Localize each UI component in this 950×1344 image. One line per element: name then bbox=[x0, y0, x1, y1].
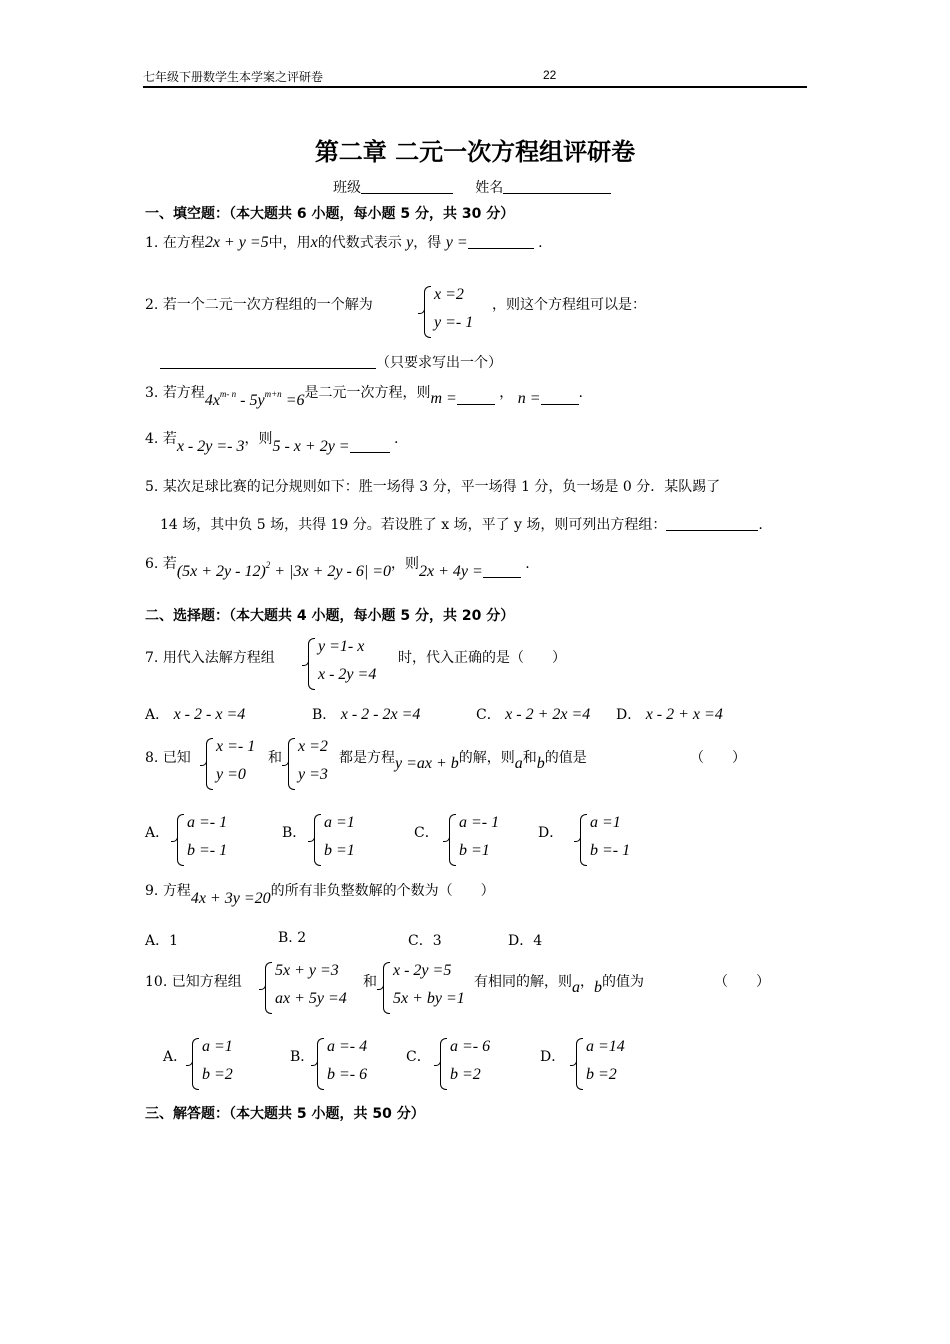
q9-option-b[interactable]: B. 2 bbox=[278, 930, 307, 946]
q10-option-c-label[interactable]: C． bbox=[406, 1049, 431, 1065]
q2-number: 2. bbox=[145, 297, 159, 313]
option-label: A． bbox=[145, 707, 170, 723]
q2-eq2: y =- 1 bbox=[434, 314, 474, 331]
brace-icon bbox=[308, 638, 315, 690]
q3-text: 若方程 bbox=[162, 385, 205, 401]
q4-answer-blank[interactable] bbox=[350, 440, 390, 453]
q10-number: 10. bbox=[145, 974, 168, 990]
q9-option-a[interactable]: A．1 bbox=[145, 933, 179, 949]
class-label: 班级 bbox=[333, 180, 361, 196]
q8-text: 和 bbox=[522, 750, 537, 766]
question-1 bbox=[145, 232, 543, 252]
q3-comma: ， bbox=[499, 385, 514, 401]
q7-eq1: y =1- x bbox=[318, 638, 365, 655]
q6-exponent: 2 bbox=[265, 560, 271, 570]
q1-variable: x bbox=[310, 234, 318, 251]
q7-option-d[interactable] bbox=[616, 704, 723, 724]
q3-exponent: m- n bbox=[219, 389, 237, 399]
q4-end: . bbox=[394, 431, 399, 447]
q3-n-prefix: n = bbox=[517, 390, 541, 407]
q10-text: 的值为 bbox=[602, 974, 644, 990]
q1-end: . bbox=[538, 235, 543, 251]
question-10 bbox=[145, 971, 242, 991]
option-value: x - 2 + x =4 bbox=[645, 706, 723, 723]
brace-icon bbox=[192, 1038, 199, 1090]
q10-eq: 5x + by =1 bbox=[393, 990, 465, 1007]
q8-option-d-label[interactable]: D． bbox=[538, 825, 564, 841]
brace-icon bbox=[317, 1038, 324, 1090]
q9-text: 的所有非负整数解的个数为（ ） bbox=[270, 883, 495, 899]
q2-note: （只要求写出一个） bbox=[376, 355, 502, 371]
option-eq: a =- 4 bbox=[327, 1038, 368, 1055]
class-blank[interactable] bbox=[361, 179, 453, 194]
q7-text: 用代入法解方程组 bbox=[162, 650, 275, 666]
q3-eq-part: 4x bbox=[204, 392, 220, 409]
q8-option-c-label[interactable]: C． bbox=[414, 825, 439, 841]
section-problems: 三、解答题：（本大题共 5 小题，共 50 分） bbox=[145, 1106, 425, 1122]
q3-eq-part: - 5y bbox=[236, 392, 265, 409]
page-header bbox=[143, 66, 807, 88]
q2-eq1: x =2 bbox=[434, 286, 464, 303]
q6-equation: (5x + 2y - 12) bbox=[176, 563, 266, 580]
q10-text: 和 bbox=[363, 974, 377, 990]
brace-icon bbox=[576, 1038, 583, 1090]
section-multiple-choice: 二、选择题：（本大题共 4 小题，每小题 5 分，共 20 分） bbox=[145, 608, 515, 624]
option-eq: b =2 bbox=[586, 1066, 617, 1083]
option-value: x - 2 + 2x =4 bbox=[505, 706, 591, 723]
brace-icon bbox=[580, 814, 587, 866]
q10-option-d-label[interactable]: D． bbox=[540, 1049, 566, 1065]
name-label: 姓名 bbox=[475, 180, 504, 196]
q10-text: 有相同的解，则 bbox=[474, 974, 572, 990]
q1-text: 的代数式表示 bbox=[317, 235, 402, 251]
q8-option-b-label[interactable]: B． bbox=[282, 825, 307, 841]
q9-text: 方程 bbox=[162, 883, 191, 899]
q10-option-b-label[interactable]: B． bbox=[290, 1049, 315, 1065]
q1-text: 在方程 bbox=[162, 235, 205, 251]
q5-line2 bbox=[160, 514, 763, 534]
q8-text: 都是方程 bbox=[339, 750, 395, 766]
brace-icon bbox=[314, 814, 321, 866]
option-eq: b =- 1 bbox=[590, 842, 631, 859]
class-name-line bbox=[333, 177, 611, 197]
question-7 bbox=[145, 647, 275, 667]
q3-m-blank[interactable] bbox=[457, 392, 495, 405]
q1-equation: 2x + y =5 bbox=[204, 234, 269, 251]
q6-text: ，则 bbox=[391, 556, 420, 572]
q10-text-rest bbox=[474, 971, 644, 996]
q9-option-c[interactable]: C．3 bbox=[408, 933, 442, 949]
q2-text: 若一个二元一次方程组的一个解为 bbox=[162, 297, 373, 313]
q10-option-a-label[interactable]: A． bbox=[163, 1049, 188, 1065]
option-label: D． bbox=[616, 707, 642, 723]
q10-variable: a bbox=[572, 979, 580, 996]
q2-answer-blank[interactable] bbox=[160, 356, 376, 369]
q2-answer-line bbox=[160, 352, 502, 372]
q8-eq: x =- 1 bbox=[216, 738, 256, 755]
option-eq: b =- 1 bbox=[187, 842, 228, 859]
q7-option-a[interactable] bbox=[145, 704, 245, 724]
q4-text: 若 bbox=[162, 431, 177, 447]
q3-m-prefix: m = bbox=[430, 390, 457, 407]
question-2 bbox=[145, 294, 373, 314]
question-5 bbox=[145, 476, 720, 496]
q7-option-c[interactable] bbox=[476, 704, 590, 724]
q6-answer-blank[interactable] bbox=[483, 565, 521, 578]
q8-number: 8. bbox=[145, 750, 159, 766]
option-eq: a =- 1 bbox=[187, 814, 228, 831]
q3-eq-part: =6 bbox=[281, 392, 305, 409]
q10-eq: ax + 5y =4 bbox=[275, 990, 347, 1007]
brace-icon bbox=[424, 286, 431, 338]
q8-eq: x =2 bbox=[298, 738, 328, 755]
q3-number: 3. bbox=[145, 385, 159, 401]
q3-n-blank[interactable] bbox=[541, 392, 579, 405]
q3-exponent: m+n bbox=[264, 389, 282, 399]
q8-text: 已知 bbox=[162, 750, 191, 766]
q7-text: 时，代入正确的是（ ） bbox=[398, 650, 566, 666]
q8-equation: y =ax + b bbox=[395, 755, 459, 772]
brace-icon bbox=[440, 1038, 447, 1090]
page-title: 第二章 二元一次方程组评研卷 bbox=[314, 138, 636, 166]
q4-text: ，则 bbox=[244, 431, 273, 447]
book-title: 七年级下册数学生本学案之评研卷 bbox=[143, 70, 324, 84]
option-eq: b =2 bbox=[450, 1066, 481, 1083]
q9-equation: 4x + 3y =20 bbox=[190, 890, 271, 907]
q1-number: 1. bbox=[145, 235, 159, 251]
q10-comma: ， bbox=[580, 974, 594, 990]
q8-paren: （ ） bbox=[690, 750, 746, 766]
q1-text: 中，用 bbox=[268, 235, 311, 251]
q6-equation: + |3x + 2y - 6| =0 bbox=[270, 563, 392, 580]
q8-text: 和 bbox=[268, 750, 282, 766]
q10-variable: b bbox=[594, 979, 602, 996]
option-value: x - 2 - x =4 bbox=[173, 706, 246, 723]
q9-option-d[interactable]: D．4 bbox=[508, 933, 543, 949]
q4-expression: 5 - x + 2y = bbox=[272, 438, 350, 455]
q6-number: 6. bbox=[145, 556, 159, 572]
brace-icon bbox=[449, 814, 456, 866]
q8-text: 的解，则 bbox=[458, 750, 515, 766]
brace-icon bbox=[288, 738, 295, 790]
q8-eq: y =3 bbox=[298, 766, 328, 783]
option-eq: b =1 bbox=[324, 842, 355, 859]
q1-answer-prefix: y = bbox=[445, 234, 468, 251]
q1-text: ，得 bbox=[413, 235, 442, 251]
q3-end: . bbox=[578, 385, 583, 401]
q10-paren: （ ） bbox=[714, 974, 770, 990]
option-value: x - 2 - 2x =4 bbox=[340, 706, 421, 723]
option-eq: a =- 1 bbox=[459, 814, 500, 831]
q2-text: ，则这个方程组可以是： bbox=[492, 297, 646, 313]
option-eq: a =1 bbox=[202, 1038, 233, 1055]
brace-icon bbox=[177, 814, 184, 866]
q10-eq: 5x + y =3 bbox=[275, 962, 339, 979]
q1-variable: y bbox=[406, 234, 414, 251]
q8-text: 的值是 bbox=[544, 750, 587, 766]
q6-answer-prefix: 2x + 4y = bbox=[419, 563, 483, 580]
q8-variable: a bbox=[514, 755, 523, 772]
question-6 bbox=[145, 552, 530, 580]
q5-number: 5. bbox=[145, 479, 159, 495]
q6-text: 若 bbox=[162, 556, 177, 572]
q5-answer-blank[interactable] bbox=[666, 518, 758, 531]
q8-variable: b bbox=[536, 755, 545, 772]
question-3 bbox=[145, 381, 583, 409]
section-fill-in: 一、填空题：（本大题共 6 小题，每小题 5 分，共 30 分） bbox=[145, 206, 515, 222]
q4-equation: x - 2y =- 3 bbox=[176, 438, 245, 455]
option-eq: b =2 bbox=[202, 1066, 233, 1083]
name-blank[interactable] bbox=[503, 179, 611, 194]
q10-eq: x - 2y =5 bbox=[393, 962, 452, 979]
q8-eq: y =0 bbox=[216, 766, 246, 783]
q9-number: 9. bbox=[145, 883, 159, 899]
q3-text: 是二元一次方程，则 bbox=[304, 385, 431, 401]
brace-icon bbox=[265, 962, 272, 1014]
q6-end: . bbox=[525, 556, 530, 572]
option-label: C． bbox=[476, 707, 501, 723]
q10-text: 已知方程组 bbox=[171, 974, 242, 990]
q4-number: 4. bbox=[145, 431, 159, 447]
option-eq: a =- 6 bbox=[450, 1038, 491, 1055]
page-number: 22 bbox=[543, 68, 557, 82]
brace-icon bbox=[383, 962, 390, 1014]
question-9 bbox=[145, 880, 495, 907]
q7-number: 7. bbox=[145, 650, 159, 666]
option-eq: a =14 bbox=[586, 1038, 625, 1055]
q5-text: 14 场，其中负 5 场，共得 19 分。若设胜了 x 场，平了 y 场，则可列出方程组： bbox=[160, 517, 667, 533]
option-eq: b =- 6 bbox=[327, 1066, 368, 1083]
question-8 bbox=[145, 747, 191, 767]
q7-eq2: x - 2y =4 bbox=[318, 666, 377, 683]
q5-text: 某次足球比赛的记分规则如下：胜一场得 3 分，平一场得 1 分，负一场是 0 分．某队踢了 bbox=[162, 479, 721, 495]
q7-option-b[interactable] bbox=[312, 704, 420, 724]
q8-option-a-label[interactable]: A． bbox=[145, 825, 170, 841]
option-eq: a =1 bbox=[324, 814, 355, 831]
option-label: B． bbox=[312, 707, 337, 723]
brace-icon bbox=[206, 738, 213, 790]
q1-answer-blank[interactable] bbox=[468, 236, 534, 249]
q8-text-rest bbox=[339, 747, 587, 772]
q5-end: . bbox=[758, 517, 763, 533]
question-4 bbox=[145, 428, 399, 455]
option-eq: b =1 bbox=[459, 842, 490, 859]
option-eq: a =1 bbox=[590, 814, 621, 831]
